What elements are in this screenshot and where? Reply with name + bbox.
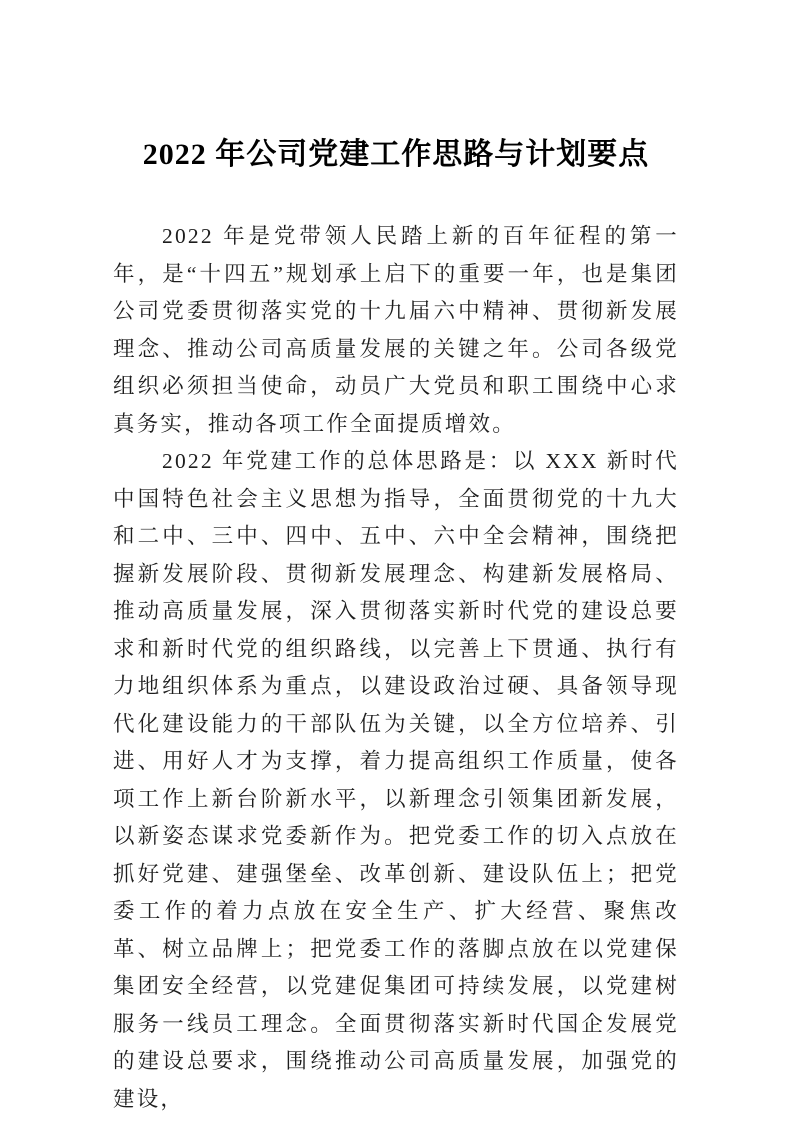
paragraph-intro: 2022 年是党带领人民踏上新的百年征程的第一年，是“十四五”规划承上启下的重要一年，也是集团公司党委贯彻落实党的十九届六中精神、贯彻新发展理念、推动公司高质量发展的关键之年。公司各级党组织必须担当使命，动员广大党员和职工围绕中心求真务实，推动各项工作全面提质增效。 — [113, 224, 679, 436]
paragraph-overall-approach: 2022 年党建工作的总体思路是：以 XXX 新时代中国特色社会主义思想为指导，全面贯彻党的十九大和二中、三中、四中、五中、六中全会精神，围绕把握新发展阶段、贯彻新发展理念、构建新发展格局、推动高质量发展，深入贯彻落实新时代党的建设总要求和新时代党的组织路线，以完善上下贯通、执行有力地组织体系为重点，以建设政治过硬、具备领导现代化建设能力的干部队伍为关键，以全方位培养、引进、用好人才为支撑，着力提高组织工作质量，使各项工作上新台阶新水平，以新理念引领集团新发展，以新姿态谋求党委新作为。把党委工作的切入点放在抓好党建、建强堡垒、改革创新、建设队伍上；把党委工作的着力点放在安全生产、扩大经营、聚焦改革、树立品牌上；把党委工作的落脚点放在以党建保集团安全经营，以党建促集团可持续发展，以党建树服务一线员工理念。全面贯彻落实新时代国企发展党的建设总要求，围绕推动公司高质量发展，加强党的建设， — [113, 449, 679, 1111]
document-content — [113, 0, 679, 1118]
document-body — [113, 218, 679, 1118]
document-title: 2022 年公司党建工作思路与计划要点 — [142, 138, 650, 171]
